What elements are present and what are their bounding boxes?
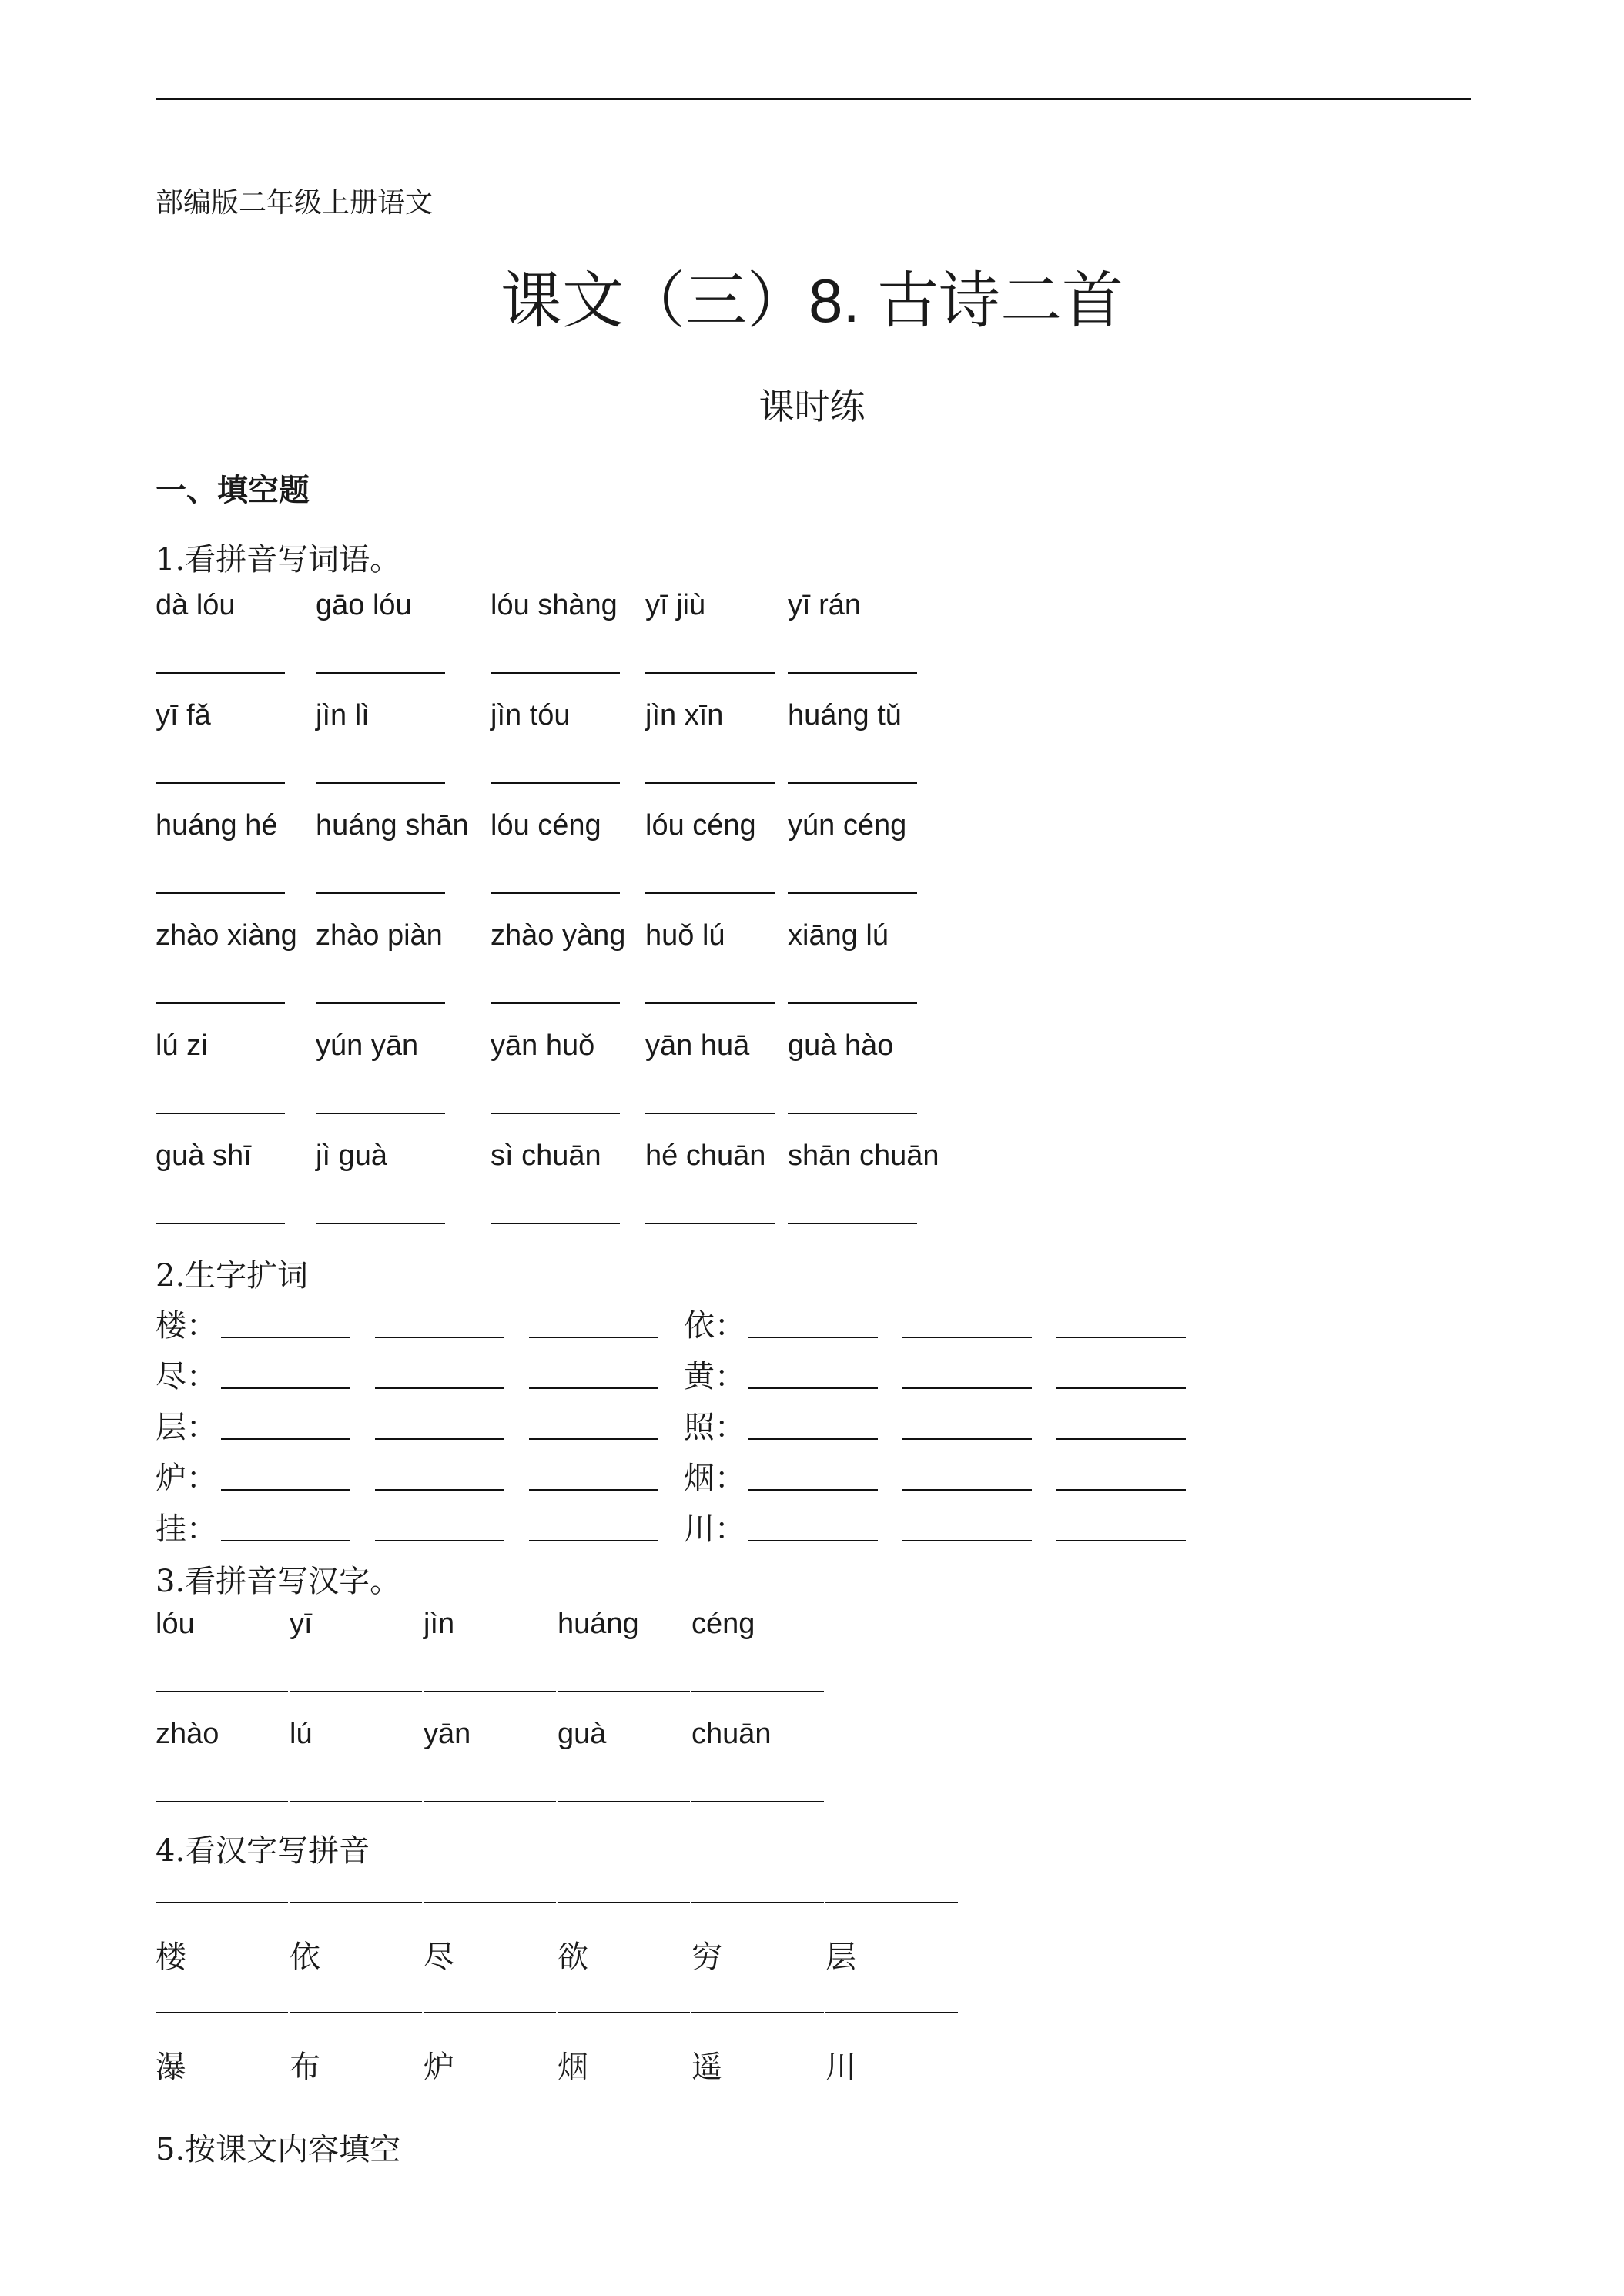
answer-blank[interactable] bbox=[491, 1223, 620, 1224]
pinyin-prompt: guà hào bbox=[788, 1029, 894, 1062]
answer-blank[interactable] bbox=[645, 1223, 775, 1224]
char-prompt: 布 bbox=[290, 2050, 320, 2085]
char-label: 挂： bbox=[156, 1511, 217, 1547]
answer-blank[interactable] bbox=[788, 1002, 917, 1004]
pinyin-prompt: lóu shàng bbox=[491, 589, 618, 621]
char-prompt: 尽 bbox=[424, 1940, 454, 1975]
answer-blank[interactable] bbox=[748, 1438, 878, 1440]
answer-blank[interactable] bbox=[691, 1902, 824, 1903]
answer-blank[interactable] bbox=[645, 892, 775, 894]
pinyin-prompt: lóu bbox=[156, 1608, 195, 1640]
answer-blank[interactable] bbox=[491, 672, 620, 674]
pinyin-prompt: guà bbox=[558, 1718, 607, 1750]
answer-blank[interactable] bbox=[221, 1540, 350, 1541]
pinyin-prompt: lóu céng bbox=[645, 809, 756, 842]
answer-blank[interactable] bbox=[156, 1002, 285, 1004]
answer-blank[interactable] bbox=[424, 2012, 556, 2013]
answer-blank[interactable] bbox=[902, 1337, 1032, 1338]
pinyin-prompt: huáng tǔ bbox=[788, 699, 902, 731]
char-label: 烟： bbox=[684, 1461, 745, 1496]
pinyin-prompt: hé chuān bbox=[645, 1140, 766, 1172]
answer-blank[interactable] bbox=[491, 1113, 620, 1114]
char-prompt: 楼 bbox=[156, 1940, 186, 1975]
answer-blank[interactable] bbox=[375, 1337, 504, 1338]
answer-blank[interactable] bbox=[424, 1691, 556, 1692]
pinyin-prompt: dà lóu bbox=[156, 589, 236, 621]
answer-blank[interactable] bbox=[529, 1540, 658, 1541]
char-label: 楼： bbox=[156, 1308, 217, 1344]
answer-blank[interactable] bbox=[375, 1540, 504, 1541]
pinyin-prompt: zhào yàng bbox=[491, 919, 626, 952]
answer-blank[interactable] bbox=[691, 1691, 824, 1692]
answer-blank[interactable] bbox=[375, 1438, 504, 1440]
char-prompt: 依 bbox=[290, 1940, 320, 1975]
pinyin-prompt: zhào xiàng bbox=[156, 919, 297, 952]
answer-blank[interactable] bbox=[156, 892, 285, 894]
answer-blank[interactable] bbox=[316, 782, 445, 784]
page-title: 课文（三）8. 古诗二首 bbox=[501, 266, 1123, 335]
answer-blank[interactable] bbox=[375, 1489, 504, 1491]
answer-blank[interactable] bbox=[788, 672, 917, 674]
answer-blank[interactable] bbox=[221, 1387, 350, 1389]
answer-blank[interactable] bbox=[1056, 1540, 1186, 1541]
answer-blank[interactable] bbox=[788, 1113, 917, 1114]
answer-blank[interactable] bbox=[825, 1902, 958, 1903]
answer-blank[interactable] bbox=[558, 2012, 690, 2013]
char-prompt: 穷 bbox=[691, 1940, 722, 1975]
pinyin-prompt: zhào bbox=[156, 1718, 219, 1750]
question-2-title: 2.生字扩词 bbox=[156, 1258, 309, 1294]
answer-blank[interactable] bbox=[788, 1223, 917, 1224]
answer-blank[interactable] bbox=[645, 1113, 775, 1114]
answer-blank[interactable] bbox=[691, 1801, 824, 1802]
answer-blank[interactable] bbox=[316, 1002, 445, 1004]
answer-blank[interactable] bbox=[491, 1002, 620, 1004]
answer-blank[interactable] bbox=[1056, 1489, 1186, 1491]
answer-blank[interactable] bbox=[558, 1902, 690, 1903]
pinyin-prompt: yī fǎ bbox=[156, 699, 211, 731]
char-prompt: 层 bbox=[825, 1940, 856, 1975]
char-prompt: 川 bbox=[825, 2050, 856, 2085]
answer-blank[interactable] bbox=[558, 1801, 690, 1802]
pinyin-prompt: guà shī bbox=[156, 1140, 252, 1172]
pinyin-prompt: lú zi bbox=[156, 1029, 208, 1062]
answer-blank[interactable] bbox=[645, 1002, 775, 1004]
answer-blank[interactable] bbox=[424, 1902, 556, 1903]
answer-blank[interactable] bbox=[156, 782, 285, 784]
pinyin-prompt: yī jiù bbox=[645, 589, 706, 621]
pinyin-prompt: yī bbox=[290, 1608, 313, 1640]
char-label: 炉： bbox=[156, 1461, 217, 1496]
answer-blank[interactable] bbox=[558, 1691, 690, 1692]
char-label: 层： bbox=[156, 1410, 217, 1445]
answer-blank[interactable] bbox=[788, 892, 917, 894]
char-label: 黄： bbox=[684, 1359, 745, 1394]
answer-blank[interactable] bbox=[902, 1438, 1032, 1440]
answer-blank[interactable] bbox=[156, 1801, 288, 1802]
char-prompt: 炉 bbox=[424, 2050, 454, 2085]
answer-blank[interactable] bbox=[221, 1337, 350, 1338]
answer-blank[interactable] bbox=[316, 672, 445, 674]
pinyin-prompt: yān huā bbox=[645, 1029, 750, 1062]
pinyin-prompt: shān chuān bbox=[788, 1140, 939, 1172]
answer-blank[interactable] bbox=[748, 1489, 878, 1491]
answer-blank[interactable] bbox=[156, 1902, 288, 1903]
answer-blank[interactable] bbox=[825, 2012, 958, 2013]
subject-label: 部编版二年级上册语文 bbox=[156, 187, 434, 219]
answer-blank[interactable] bbox=[691, 2012, 824, 2013]
answer-blank[interactable] bbox=[375, 1387, 504, 1389]
pinyin-prompt: jìn lì bbox=[316, 699, 370, 731]
answer-blank[interactable] bbox=[902, 1489, 1032, 1491]
question-4-title: 4.看汉字写拼音 bbox=[156, 1833, 370, 1869]
answer-blank[interactable] bbox=[221, 1438, 350, 1440]
pinyin-prompt: xiāng lú bbox=[788, 919, 889, 952]
answer-blank[interactable] bbox=[491, 892, 620, 894]
answer-blank[interactable] bbox=[156, 672, 285, 674]
page-subtitle: 课时练 bbox=[758, 386, 866, 427]
answer-blank[interactable] bbox=[156, 1223, 285, 1224]
section-heading: 一、填空题 bbox=[156, 472, 310, 508]
answer-blank[interactable] bbox=[1056, 1337, 1186, 1338]
pinyin-prompt: huáng bbox=[558, 1608, 639, 1640]
answer-blank[interactable] bbox=[424, 1801, 556, 1802]
pinyin-prompt: yún yān bbox=[316, 1029, 419, 1062]
char-label: 川： bbox=[684, 1511, 745, 1547]
question-3-title: 3.看拼音写汉字。 bbox=[156, 1564, 401, 1599]
pinyin-prompt: lóu céng bbox=[491, 809, 601, 842]
pinyin-prompt: lú bbox=[290, 1718, 313, 1750]
pinyin-prompt: jìn bbox=[424, 1608, 455, 1640]
char-label: 照： bbox=[684, 1410, 745, 1445]
pinyin-prompt: jì guà bbox=[316, 1140, 387, 1172]
pinyin-prompt: huáng shān bbox=[316, 809, 469, 842]
answer-blank[interactable] bbox=[491, 782, 620, 784]
pinyin-prompt: yān bbox=[424, 1718, 471, 1750]
char-label: 尽： bbox=[156, 1359, 217, 1394]
answer-blank[interactable] bbox=[290, 1902, 422, 1903]
answer-blank[interactable] bbox=[316, 892, 445, 894]
pinyin-prompt: yī rán bbox=[788, 589, 862, 621]
pinyin-prompt: chuān bbox=[691, 1718, 772, 1750]
answer-blank[interactable] bbox=[529, 1387, 658, 1389]
answer-blank[interactable] bbox=[156, 2012, 288, 2013]
char-prompt: 欲 bbox=[558, 1940, 588, 1975]
pinyin-prompt: huǒ lú bbox=[645, 919, 725, 952]
answer-blank[interactable] bbox=[316, 1113, 445, 1114]
question-1-title: 1.看拼音写词语。 bbox=[156, 542, 401, 577]
pinyin-prompt: jìn xīn bbox=[645, 699, 724, 731]
header-rule bbox=[156, 98, 1471, 100]
char-prompt: 烟 bbox=[558, 2050, 588, 2085]
answer-blank[interactable] bbox=[529, 1438, 658, 1440]
pinyin-prompt: gāo lóu bbox=[316, 589, 412, 621]
pinyin-prompt: yún céng bbox=[788, 809, 907, 842]
answer-blank[interactable] bbox=[902, 1540, 1032, 1541]
answer-blank[interactable] bbox=[645, 782, 775, 784]
pinyin-prompt: céng bbox=[691, 1608, 755, 1640]
char-prompt: 瀑 bbox=[156, 2050, 186, 2085]
pinyin-prompt: zhào piàn bbox=[316, 919, 443, 952]
answer-blank[interactable] bbox=[902, 1387, 1032, 1389]
answer-blank[interactable] bbox=[290, 2012, 422, 2013]
answer-blank[interactable] bbox=[1056, 1438, 1186, 1440]
pinyin-prompt: huáng hé bbox=[156, 809, 278, 842]
question-5-title: 5.按课文内容填空 bbox=[156, 2132, 401, 2167]
pinyin-prompt: sì chuān bbox=[491, 1140, 601, 1172]
answer-blank[interactable] bbox=[316, 1223, 445, 1224]
answer-blank[interactable] bbox=[788, 782, 917, 784]
answer-blank[interactable] bbox=[290, 1691, 422, 1692]
char-label: 依： bbox=[684, 1308, 745, 1344]
answer-blank[interactable] bbox=[221, 1489, 350, 1491]
char-prompt: 遥 bbox=[691, 2050, 722, 2085]
answer-blank[interactable] bbox=[290, 1801, 422, 1802]
pinyin-prompt: jìn tóu bbox=[491, 699, 571, 731]
answer-blank[interactable] bbox=[529, 1337, 658, 1338]
answer-blank[interactable] bbox=[748, 1387, 878, 1389]
answer-blank[interactable] bbox=[748, 1540, 878, 1541]
answer-blank[interactable] bbox=[529, 1489, 658, 1491]
answer-blank[interactable] bbox=[748, 1337, 878, 1338]
answer-blank[interactable] bbox=[156, 1113, 285, 1114]
answer-blank[interactable] bbox=[1056, 1387, 1186, 1389]
pinyin-prompt: yān huǒ bbox=[491, 1029, 595, 1062]
answer-blank[interactable] bbox=[156, 1691, 288, 1692]
answer-blank[interactable] bbox=[645, 672, 775, 674]
